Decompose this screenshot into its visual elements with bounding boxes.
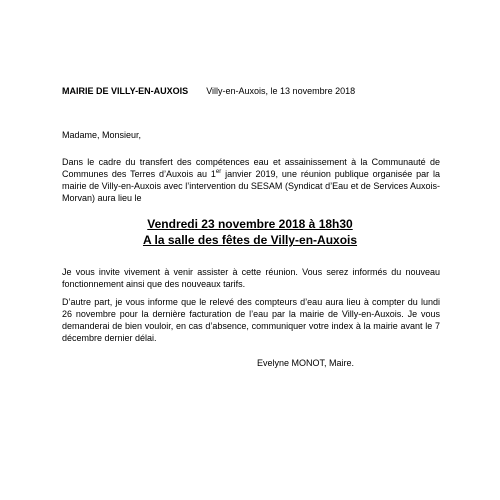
event-details	[0, 216, 500, 248]
salutation: Madame, Monsieur,	[62, 130, 142, 140]
paragraph-meter-reading: D’autre part, je vous informe que le relevé des compteurs d’eau aura lieu à compter du lundi 26 novembre pour la dernière facturation de l’eau par la mairie de Villy-en-Auxois. Je vous demanderai de bien vouloir, en cas d’absence, communiquer votre index à la mairie avant le 7 décembre dernier délai.	[62, 297, 440, 343]
place-date: Villy-en-Auxois, le 13 novembre 2018	[206, 86, 356, 96]
paragraph-announcement-part1: Dans le cadre du transfert des compétences eau et assainissement à la Communauté de Communes des Terres d’Auxois au 1	[62, 157, 440, 179]
event-date-line: Vendredi 23 novembre 2018 à 18h30	[147, 217, 353, 231]
letter-header	[62, 86, 355, 96]
paragraph-announcement-part2: janvier 2019, une réunion publique organisée par la mairie de Villy-en-Auxois avec l’intervention du SESAM (Syndicat d’Eau et de Services Auxois-Morvan) aura lieu le	[62, 169, 441, 203]
signature: Evelyne MONOT, Maire.	[257, 358, 355, 368]
mairie-name: MAIRIE DE VILLY-EN-AUXOIS	[62, 86, 189, 96]
paragraph-invitation: Je vous invite vivement à venir assister à cette réunion. Vous serez informés du nouveau fonctionnement ainsi que des nouveaux tarifs.	[62, 267, 440, 289]
ordinal-superscript: er	[215, 169, 222, 175]
event-location-line: A la salle des fêtes de Villy-en-Auxois	[142, 233, 358, 247]
paragraph-announcement	[62, 156, 440, 204]
